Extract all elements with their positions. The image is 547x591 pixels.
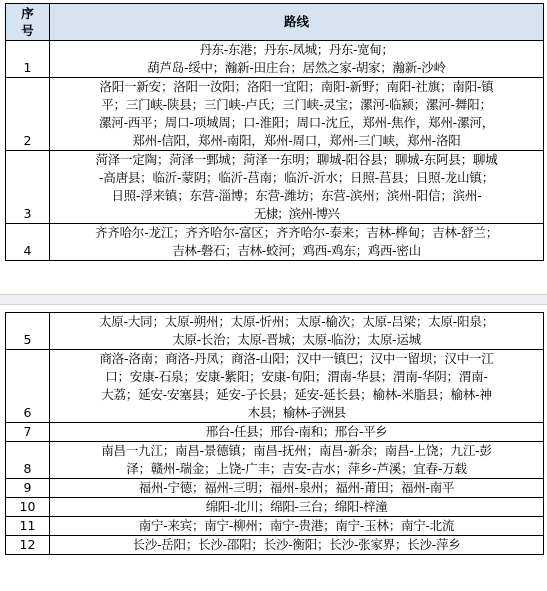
table-row <box>6 224 544 261</box>
route-line: 南昌一九江；南昌-景德镇；南昌-抚州；南昌-新余；南昌-上饶；九江-彭 <box>101 443 492 458</box>
route-line: -高唐县；临沂-蒙阴；临沂-莒南；临沂-沂水；日照-莒县；日照-龙山镇； <box>98 170 495 185</box>
table-row <box>6 313 544 350</box>
route-line: 大荔；延安-安塞县；延安-子长县；延安-延长县；榆林-米脂县；榆林-神 <box>101 387 492 402</box>
route-line: 平；三门峡-陕县；三门峡-卢氏；三门峡-灵宝；漯河-临颍；漯河-舞阳； <box>101 97 492 112</box>
row-number: 7 <box>6 423 50 442</box>
route-line: 长沙-岳阳；长沙-邵阳；长沙-衡阳；长沙-张家界；长沙-萍乡 <box>132 537 461 552</box>
index-header <box>6 4 50 41</box>
row-number: 9 <box>6 479 50 498</box>
row-number: 6 <box>6 350 50 423</box>
route-line: 丹东-东港；丹东-凤城；丹东-宽甸； <box>199 42 394 57</box>
table-row <box>6 78 544 151</box>
route-header: 路线 <box>50 4 544 41</box>
route-line: 福州-宁德；福州-三明；福州-泉州；福州-莆田；福州-南平 <box>138 480 455 495</box>
table-row <box>6 423 544 442</box>
row-number: 8 <box>6 442 50 479</box>
table-row <box>6 479 544 498</box>
row-number: 12 <box>6 536 50 555</box>
route-line: 无棣；滨州-博兴 <box>253 206 339 221</box>
route-cell <box>50 423 544 442</box>
route-line: 南宁-来宾；南宁-柳州；南宁-贵港；南宁-玉林；南宁-北流 <box>138 518 455 533</box>
route-line: 太原-大同；太原-朔州；太原-忻州；太原-榆次；太原-吕梁；太原-阳泉； <box>98 314 495 329</box>
route-cell <box>50 350 544 423</box>
route-line: 口；安康-石泉；安康-紫阳；安康-旬阳；渭南-华县；渭南-华阴；渭南- <box>105 369 488 384</box>
table-row <box>6 151 544 224</box>
route-line: 洛阳一新安；洛阳一汝阳；洛阳一宜阳；南阳-新野；南阳-社旗；南阳-镇 <box>99 79 494 94</box>
row-number: 5 <box>6 313 50 350</box>
table-row <box>6 442 544 479</box>
route-table-top <box>5 3 544 261</box>
route-cell <box>50 498 544 517</box>
route-cell <box>50 479 544 498</box>
route-cell <box>50 536 544 555</box>
route-cell <box>50 313 544 350</box>
route-line: 葫芦岛-绥中；瀚新-田庄台；居然之家-胡家；瀚新-沙岭 <box>147 60 446 75</box>
header-row <box>6 4 544 41</box>
route-cell <box>50 151 544 224</box>
row-number: 2 <box>6 78 50 151</box>
table-row <box>6 517 544 536</box>
route-line: 泽；赣州-瑞金；上饶-广丰；吉安-吉水；萍乡-芦溪；宜春-万载 <box>126 461 467 476</box>
row-number: 11 <box>6 517 50 536</box>
table-row <box>6 41 544 78</box>
row-number: 3 <box>6 151 50 224</box>
route-line: 绵阳-北川；绵阳-三台；绵阳-梓潼 <box>205 499 388 514</box>
route-line: 吉林-磐石；吉林-蛟河；鸡西-鸡东；鸡西-密山 <box>172 243 421 258</box>
table-row <box>6 536 544 555</box>
route-line: 木县；榆林-子洲县 <box>247 405 346 420</box>
row-number: 4 <box>6 224 50 261</box>
index-header-label: 序号 <box>21 5 34 38</box>
route-line: 日照-浮来镇；东营-淄博；东营-潍坊；东营-滨州；滨州-阳信；滨州- <box>111 188 482 203</box>
route-line: 商洛-洛南；商洛-丹凤；商洛-山阳；汉中一镇巴；汉中一留坝；汉中一江 <box>99 351 494 366</box>
table-row <box>6 350 544 423</box>
route-cell <box>50 442 544 479</box>
route-line: 邢台-任县；邢台-南和；邢台-平乡 <box>205 424 388 439</box>
route-cell <box>50 224 544 261</box>
row-number: 1 <box>6 41 50 78</box>
route-cell <box>50 78 544 151</box>
route-cell <box>50 41 544 78</box>
route-table-bottom <box>5 312 544 555</box>
table-row <box>6 498 544 517</box>
route-line: 齐齐哈尔-龙江；齐齐哈尔-富区；齐齐哈尔-泰来；吉林-桦甸；吉林-舒兰； <box>94 225 499 240</box>
page-separator <box>0 294 547 305</box>
route-cell <box>50 517 544 536</box>
row-number: 10 <box>6 498 50 517</box>
route-line: 郑州-信阳，郑州-南阳，郑州-周口，郑州-三门峡，郑州-洛阳 <box>132 133 461 148</box>
route-line: 太原-长治；太原-晋城；太原-临汾；太原-运城 <box>172 332 421 347</box>
route-line: 菏泽一定陶；菏泽一鄄城；菏泽一东明；聊城-阳谷县；聊城-东阿县；聊城 <box>95 152 498 167</box>
route-line: 漯河-西平；周口-项城周；口-淮阳；周口-沈丘，郑州-焦作，郑州-漯河， <box>98 115 495 130</box>
